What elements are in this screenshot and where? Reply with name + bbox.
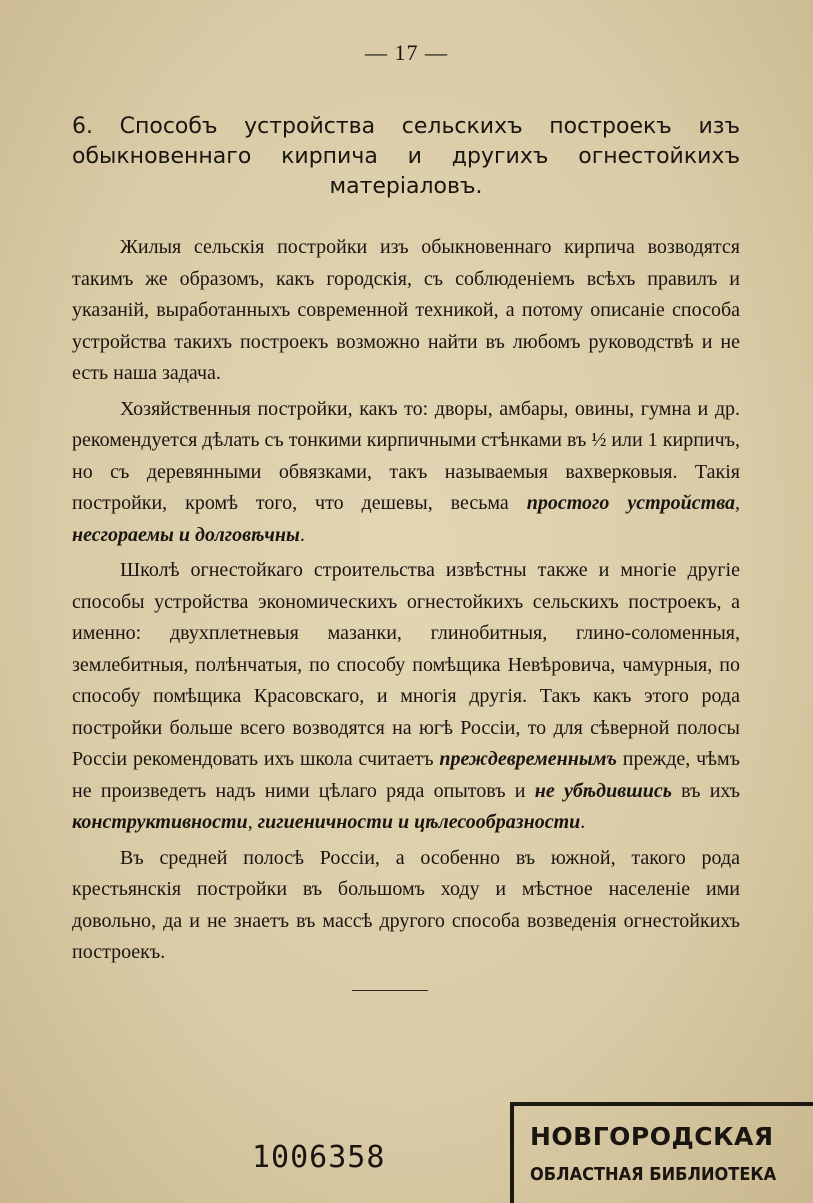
paragraph: [72, 843, 740, 969]
inventory-number: 1006358: [252, 1140, 386, 1175]
emphasis-text: несгораемы и долговѣчны: [72, 523, 300, 546]
paragraph-text: Жилыя сельскія постройки изъ обыкновеннаго кирпича возводятся такимъ же образомъ, какъ городскія, съ соблюденіемъ всѣхъ правилъ и указаній, выработанныхъ современной техникой, а потому описаніе способа устройства такихъ построекъ возможно найти въ любомъ руководствѣ и не есть наша задача.: [72, 236, 740, 384]
paragraph-text: Школѣ огнестойкаго строительства извѣстны также и многіе другіе способы устройства экономическихъ огнестойкихъ сельскихъ построекъ, а именно: двухплетневыя мазанки, глинобитныя, глино-соломенныя, землебитныя, полѣнчатыя, по способу помѣщика Невѣровича, чамурныя, по способу помѣщика Красовскаго, и многія другія. Такъ какъ этого рода постройки больше всего возводятся на югѣ Россіи, то для сѣверной полосы Россіи рекомендовать ихъ школа считаетъ: [72, 559, 740, 770]
emphasis-text: преждевременнымъ: [439, 748, 617, 770]
body-text: [72, 232, 740, 973]
paragraph-text: Хозяйственныя постройки, какъ то: дворы, амбары, овины, гумна и др. рекомендуется дѣлать съ тонкими кирпичными стѣнками въ ½ или 1 кирпичъ, но съ деревянными обвязками, такъ называемыя вахверковыя. Такія постройки, кромѣ того, что дешевы, весьма: [72, 397, 740, 514]
emphasis-text: конструктивности: [72, 811, 248, 833]
paragraph-text: ,: [735, 492, 741, 514]
paragraph: [72, 555, 740, 839]
paragraph: [72, 232, 740, 390]
paragraph: [72, 394, 740, 552]
divider-rule: [352, 990, 428, 991]
library-stamp: [510, 1102, 813, 1203]
emphasis-text: простого устройства: [526, 492, 736, 514]
paragraph-text: Въ средней полосѣ Россіи, а особенно въ южной, такого рода крестьянскія постройки въ большомъ ходу и мѣстное населеніе ими довольно, да и не знаетъ въ массѣ другого способа возведенія огнестойкихъ построекъ.: [72, 846, 740, 963]
paragraph-text: въ ихъ: [671, 779, 740, 802]
emphasis-text: не убѣдившись: [534, 779, 672, 802]
paragraph-text: прежде, чѣмъ не произведетъ надъ ними цѣлаго ряда опытовъ и: [72, 748, 740, 802]
paragraph-text: ,: [247, 811, 258, 833]
section-heading: 6. Способъ устройства сельскихъ построекъ изъ обыкновеннаго кирпича и другихъ огнестойкихъ матеріаловъ.: [72, 114, 740, 199]
stamp-line-1: НОВГОРОДСКАЯ: [530, 1122, 774, 1151]
paragraph-text: .: [299, 523, 305, 546]
paragraph-text: .: [580, 811, 586, 833]
stamp-line-2: ОБЛАСТНАЯ БИБЛИОТЕКА: [530, 1164, 777, 1185]
page-number: — 17 —: [365, 40, 448, 65]
emphasis-text: гигиеничности и цѣлесообразности: [257, 811, 581, 833]
